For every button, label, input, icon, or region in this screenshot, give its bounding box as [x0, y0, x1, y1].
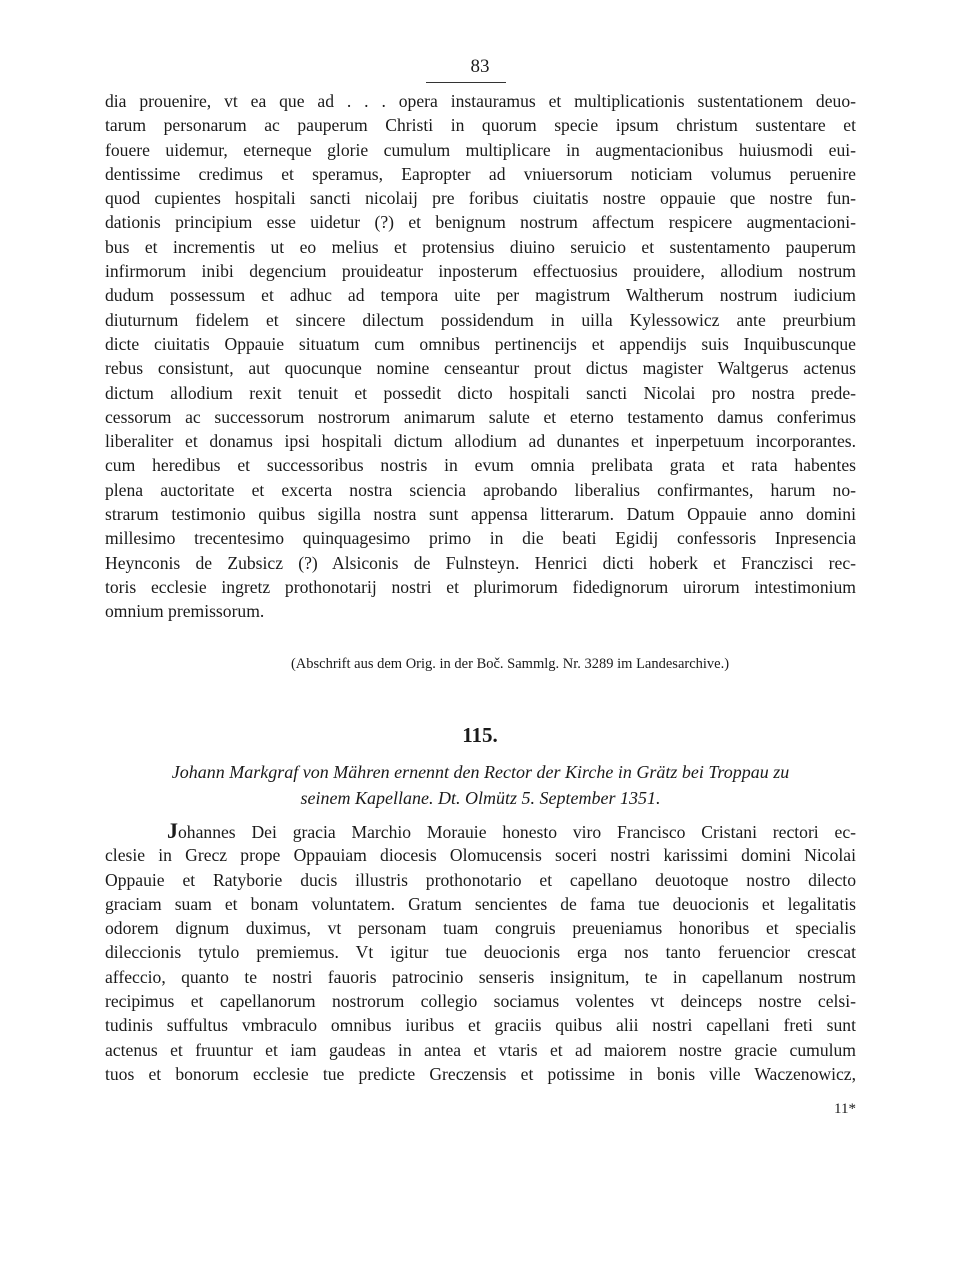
text-line: bus et incrementis ut eo melius et protensius diuino seruicio et sustentamento pauperum — [105, 236, 856, 257]
source-note: (Abschrift aus dem Orig. in der Boč. Sammlg. Nr. 3289 im Landesarchive.) — [290, 656, 730, 672]
text-line: dictum allodium rexit tenuit et possedit dicto hospitali sancti Nicolai pro nostra prede- — [105, 382, 856, 403]
text-line: millesimo trecentesimo quinquagesimo primo in die beati Egidij confessoris Inpresencia — [105, 528, 856, 549]
page-number: 83 — [470, 56, 490, 77]
text-line: quod cupientes hospitali sancti nicolaij pre foribus ciuitatis nostre oppauie que nostre fun- — [105, 188, 856, 209]
text-line: clesie in Grecz prope Oppauiam diocesis Olomucensis soceri nostri karissimi domini Nicolai — [105, 845, 856, 866]
text-line: Oppauie et Ratyborie ducis illustris prothonotario et capellano deuotoque nostro dilecto — [105, 869, 856, 890]
text-line: Heynconis de Zubsicz (?) Alsiconis de Fulnsteyn. Henrici dicti hoberk et Franczisci rec- — [105, 552, 856, 573]
text-line: omnium premissorum. — [105, 601, 265, 622]
text-line: strarum testimonio quibus sigilla nostra sunt appensa litterarum. Datum Oppauie anno domini — [105, 504, 856, 525]
text-line: liberaliter et donamus ipsi hospitali dictum allodium ad dunantes et inperpetuum incorporantes. — [105, 431, 856, 452]
previous-charter-text — [105, 89, 856, 624]
text-line: affeccio, quanto te nostri fauoris patrocinio senseris insignitum, te in capellanum nostrum — [105, 966, 856, 987]
text-line: dudum possessum et adhuc ad tempora uite per magistrum Waltherum nostrum iudicium — [105, 285, 856, 306]
text-line: dentissime credimus et speramus, Eapropter ad vniuersorum noticiam volumus peruenire — [105, 163, 856, 184]
drop-initial: J — [167, 819, 178, 843]
text-line: diuturnum fidelem et sincere dilectum possidendum in uilla Kylessowicz ante preurbium — [105, 309, 856, 330]
text-line: odorem dignum duximus, vt personam tuam congruis preueniamus honoribus et specialis — [105, 918, 856, 939]
text-line: dationis principium esse uidetur (?) et benignum nostrum affectum respicere augmentacioni- — [105, 212, 856, 233]
document-heading — [105, 759, 856, 811]
text-line: tudinis suffultus vmbraculo omnibus iuribus et graciis quibus alii nostri capellani freti sunt — [105, 1015, 856, 1036]
text-line: fouere uidemur, eterneque glorie cumulum multiplicare in augmentacionibus huiusmodi eui- — [105, 139, 856, 160]
text-line-first — [105, 819, 856, 843]
text-line: dia prouenire, vt ea que ad . . . opera instauramus et multiplicationis sustentationem deuo- — [105, 91, 856, 111]
text-line: dileccionis tytulo premiemus. Vt igitur tue deuocionis erga nos tanto feruencior crescat — [105, 942, 856, 963]
heading-line: Johann Markgraf von Mähren ernennt den Rector der Kirche in Grätz bei Troppau zu — [171, 762, 790, 782]
text-line: tarum personarum ac pauperum Christi in quorum specie ipsum christum sustentare et — [105, 115, 856, 136]
text-line: graciam suam et bonam voluntatem. Gratum sencientes de fama tue deuocionis et legalitatis — [105, 893, 856, 914]
text-line: toris ecclesie ingretz prothonotarij nostri et plurimorum fidedignorum uirorum intestimonium — [105, 576, 856, 597]
signature-mark: 11* — [834, 1101, 856, 1117]
text-line: rebus consistunt, aut quocunque nomine censeantur prout dictus magister Waltgerus actenus — [105, 358, 856, 379]
document-number: 115. — [462, 723, 498, 747]
text-line: cum heredibus et successoribus nostris in evum omnia prelibata grata et rata habentes — [105, 455, 856, 476]
text-line: infirmorum inibi degencium prouideatur inposterum effectuosius prouidere, allodium nostrum — [105, 261, 856, 282]
text-line: actenus et fruuntur et iam gaudeas in antea et vtaris et ad maiorem nostre gracie cumulum — [105, 1039, 856, 1060]
text-line: tuos et bonorum ecclesie tue predicte Greczensis et potissime in bonis ville Waczenowicz, — [105, 1063, 856, 1084]
new-charter-text — [105, 819, 856, 1086]
text-line: plena auctoritate et excerta nostra sciencia aprobando liberalius confirmantes, harum no- — [105, 479, 856, 500]
text-line: dicte ciuitatis Oppauie situatum cum omnibus pertinencijs et appendijs suis Inquibuscunque — [105, 333, 856, 354]
text-line: cessorum ac successorum nostrorum animarum salute et eterno testamento damus conferimus — [105, 406, 856, 427]
first-line-text: ohannes Dei gracia Marchio Morauie honesto viro Francisco Cristani rectori ec- — [178, 822, 856, 842]
page-number-rule — [426, 82, 506, 83]
heading-line: seinem Kapellane. Dt. Olmütz 5. September 1351. — [300, 788, 661, 808]
text-line: recipimus et capellanorum nostrorum collegio sociamus volentes vt deinceps nostre celsi- — [105, 991, 856, 1012]
